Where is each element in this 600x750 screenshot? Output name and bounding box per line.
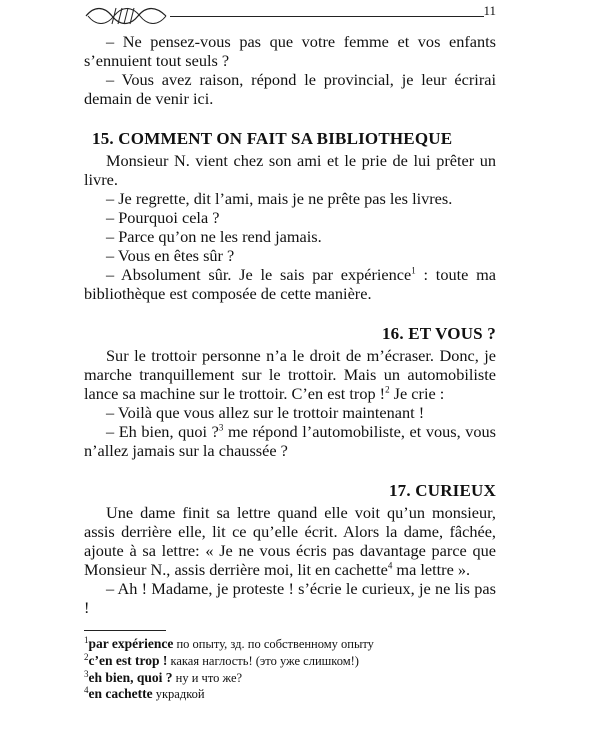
footnote-4	[84, 686, 496, 703]
footnote-ref-1: 1	[411, 265, 416, 276]
footnote-term: c’en est trop !	[88, 652, 168, 668]
footnote-3	[84, 670, 496, 687]
intro-paragraph-1: – Ne pensez-vous pas que votre femme et vos enfants s’ennuient tout seuls ?	[84, 32, 496, 70]
section-15-title: 15. COMMENT ON FAIT SA BIBLIOTHEQUE	[92, 129, 453, 148]
s16-p3-text-a: – Eh bien, quoi ?	[106, 422, 219, 441]
footnote-number: 2	[84, 651, 89, 662]
footnote-number: 4	[84, 685, 89, 696]
s17-p1-text-a: Une dame finit sa lettre quand elle voit qu’un monsieur, assis derrière elle, lit ce qu’elle écrit. Alors la dame, fâchée, ajoute à sa lettre: « Je ne vous écris pas davantage parce que Monsieur N., assis derrière moi, lit en cachette	[84, 503, 496, 579]
page-number: 11	[483, 3, 496, 18]
s15-paragraph-5: – Vous en êtes sûr ?	[106, 246, 235, 265]
s16-p3-text-b: me répond l’automobiliste, et vous, vous n’allez jamais sur la chaussée ?	[84, 422, 497, 460]
s17-p1-text-b: ma lettre ».	[392, 560, 471, 579]
footnote-ref-2: 2	[385, 384, 390, 395]
footnote-ref-3: 3	[218, 422, 224, 433]
footnote-gloss: по опыту, зд. по собственному опыту	[173, 637, 374, 651]
page-header	[84, 0, 496, 34]
footnote-gloss: ну и что же?	[172, 670, 243, 685]
s15-paragraph-2: – Je regrette, dit l’ami, mais je ne prête pas les livres.	[106, 189, 453, 208]
section-16-title: 16. ET VOUS ?	[381, 324, 496, 343]
section-17-title: 17. CURIEUX	[388, 481, 496, 500]
s16-p1-text-a: Sur le trottoir personne n’a le droit de m’écraser. Donc, je marche tranquillement sur le trottoir. Mais un automobiliste lance sa machine sur le trottoir. C’en est trop !	[84, 346, 496, 403]
footnote-term: par expérience	[88, 636, 174, 651]
s15-paragraph-6	[84, 265, 496, 303]
footnote-gloss: какая наглость! (это уже слишком!)	[167, 653, 359, 668]
s17-paragraph-2: – Ah ! Madame, je proteste ! s’écrie le curieux, je ne lis pas !	[84, 579, 496, 617]
footnote-1	[84, 636, 496, 653]
s15-p6-text-a: – Absolument sûr. Je le sais par expérience	[106, 265, 412, 284]
header-rule	[170, 16, 484, 17]
s16-paragraph-3	[84, 422, 496, 460]
footnote-ref-4: 4	[387, 560, 393, 571]
footnote-number: 3	[84, 668, 89, 679]
intro-paragraph-2: – Vous avez raison, répond le provincial, je leur écrirai demain de venir ici.	[84, 70, 496, 108]
s15-paragraph-4: – Parce qu’on ne les rend jamais.	[106, 227, 322, 246]
s16-paragraph-2: – Voilà que vous allez sur le trottoir maintenant !	[106, 403, 425, 422]
ornament-flourish-icon	[84, 0, 168, 32]
s15-paragraph-3: – Pourquoi cela ?	[106, 208, 220, 227]
footnote-2	[84, 653, 496, 670]
s16-p1-text-b: Je crie :	[389, 384, 445, 403]
s17-paragraph-1	[84, 503, 496, 579]
footnote-number: 1	[84, 634, 89, 645]
footnote-term: en cachette	[88, 686, 153, 702]
footnote-term: eh bien, quoi ?	[88, 669, 173, 685]
main-text	[84, 32, 496, 617]
s15-paragraph-1: Monsieur N. vient chez son ami et le prie de lui prêter un livre.	[84, 151, 496, 189]
footnotes	[84, 630, 496, 703]
footnote-gloss: украдкой	[152, 687, 205, 702]
s16-paragraph-1	[84, 346, 496, 403]
s15-p6-text-b: : toute ma bibliothèque est composée de cette manière.	[84, 265, 496, 303]
footnote-rule	[84, 630, 166, 631]
